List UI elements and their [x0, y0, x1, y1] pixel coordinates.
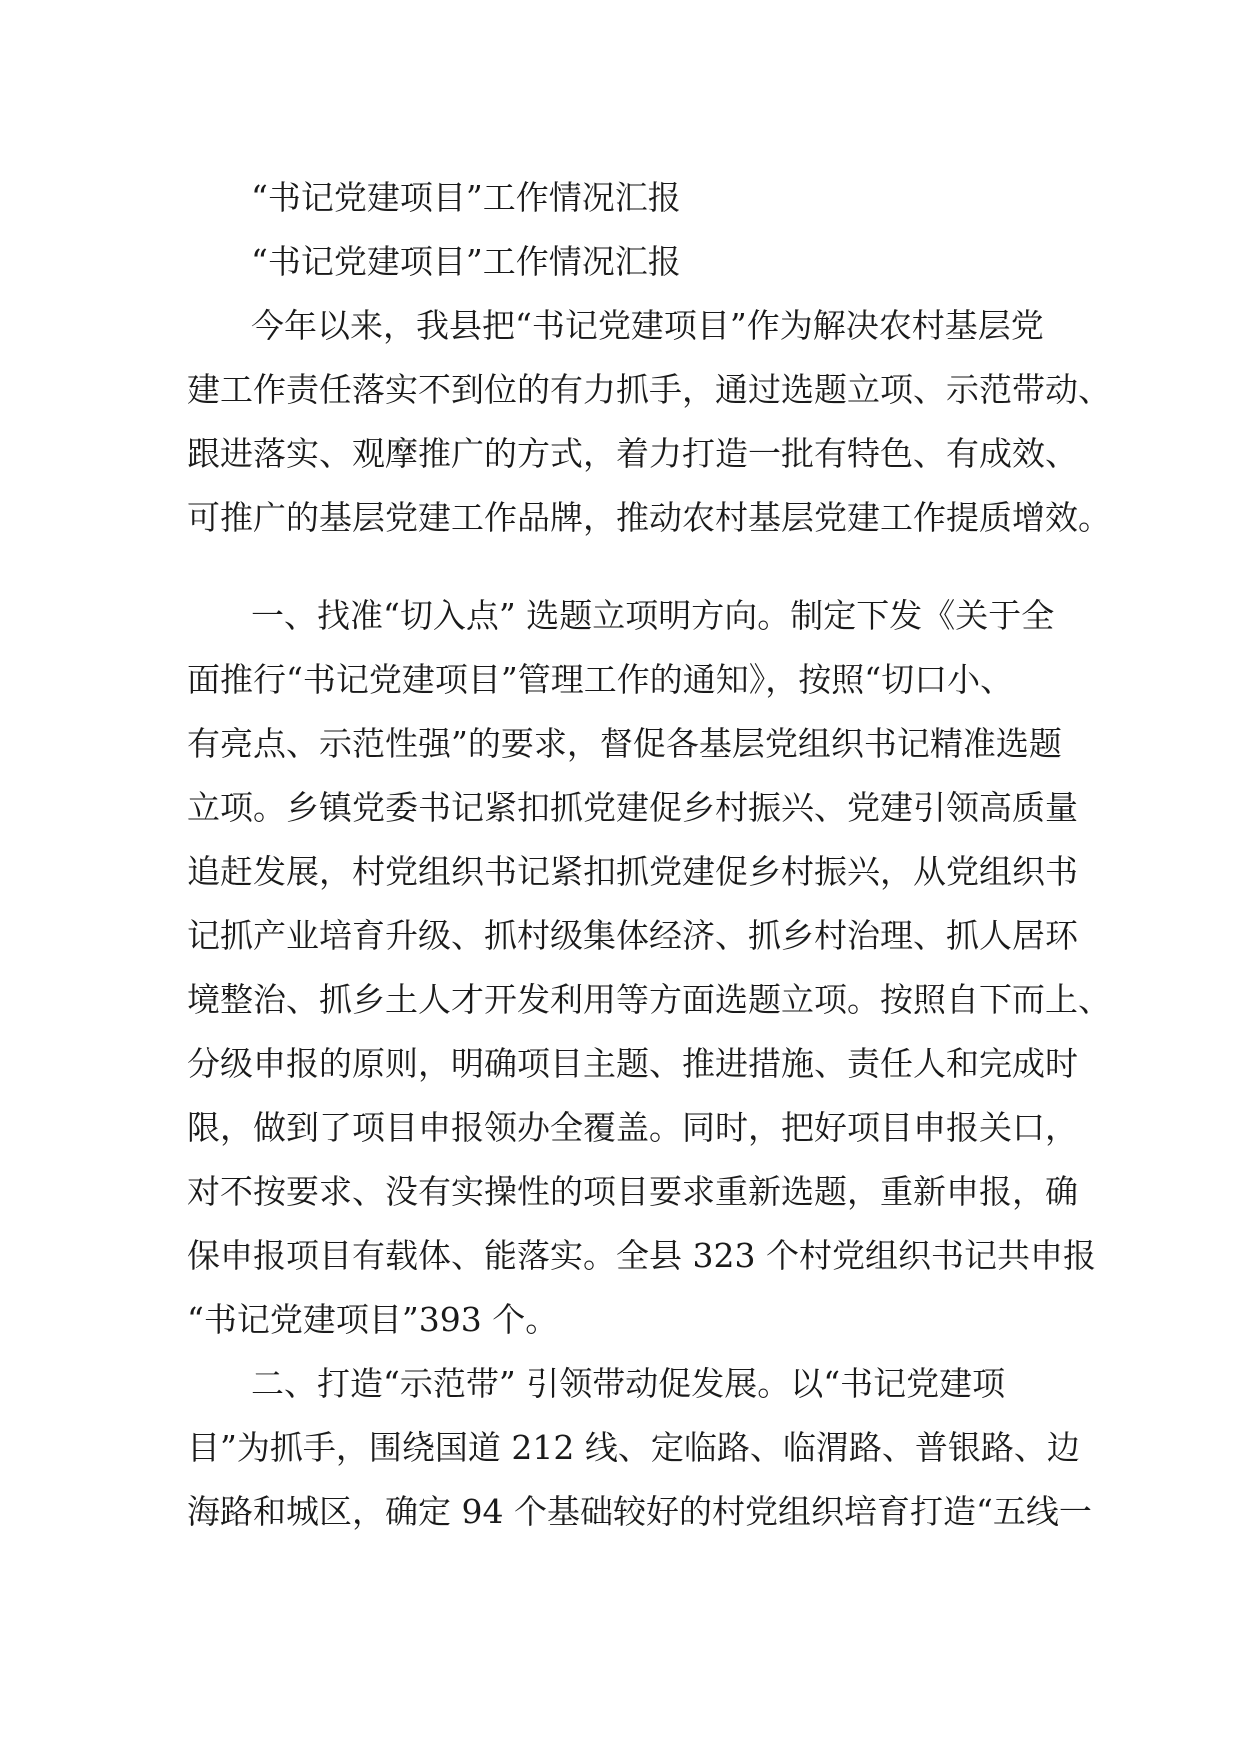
paragraph-2-line-3: 有亮点、示范性强”的要求，督促各基层党组织书记精准选题: [187, 724, 1062, 763]
paragraph-3-line-2: 目”为抓手，围绕国道 212 线、定临路、临渭路、普银路、边: [187, 1428, 1080, 1467]
paragraph-1-line-3: 跟进落实、观摩推广的方式，着力打造一批有特色、有成效、: [187, 434, 1078, 473]
paragraph-3-line-1: 二、打造“示范带” 引领带动促发展。以“书记党建项: [251, 1364, 1006, 1403]
paragraph-1-line-1: 今年以来，我县把“书记党建项目”作为解决农村基层党: [251, 306, 1044, 345]
paragraph-2-line-6: 记抓产业培育升级、抓村级集体经济、抓乡村治理、抓人居环: [187, 916, 1078, 955]
paragraph-1-line-2: 建工作责任落实不到位的有力抓手，通过选题立项、示范带动、: [187, 370, 1111, 409]
document-title: “书记党建项目”工作情况汇报: [251, 178, 681, 217]
paragraph-2-line-8: 分级申报的原则，明确项目主题、推进措施、责任人和完成时: [187, 1044, 1078, 1083]
paragraph-2-line-7: 境整治、抓乡土人才开发利用等方面选题立项。按照自下而上、: [187, 980, 1111, 1019]
paragraph-2-line-1: 一、找准“切入点” 选题立项明方向。制定下发《关于全: [251, 596, 1055, 635]
paragraph-2-line-2: 面推行“书记党建项目”管理工作的通知》，按照“切口小、: [187, 660, 1014, 699]
paragraph-2-line-5: 追赶发展，村党组织书记紧扣抓党建促乡村振兴，从党组织书: [187, 852, 1078, 891]
paragraph-1-line-4: 可推广的基层党建工作品牌，推动农村基层党建工作提质增效。: [187, 498, 1111, 537]
paragraph-2-line-4: 立项。乡镇党委书记紧扣抓党建促乡村振兴、党建引领高质量: [187, 788, 1078, 827]
document-subtitle: “书记党建项目”工作情况汇报: [251, 242, 681, 281]
paragraph-3-line-3: 海路和城区，确定 94 个基础较好的村党组织培育打造“五线一: [187, 1492, 1092, 1531]
paragraph-2-line-9: 限，做到了项目申报领办全覆盖。同时，把好项目申报关口，: [187, 1108, 1078, 1147]
paragraph-2-line-12: “书记党建项目”393 个。: [187, 1300, 559, 1339]
paragraph-2-line-11: 保申报项目有载体、能落实。全县 323 个村党组织书记共申报: [187, 1236, 1096, 1275]
paragraph-2-line-10: 对不按要求、没有实操性的项目要求重新选题，重新申报，确: [187, 1172, 1078, 1211]
